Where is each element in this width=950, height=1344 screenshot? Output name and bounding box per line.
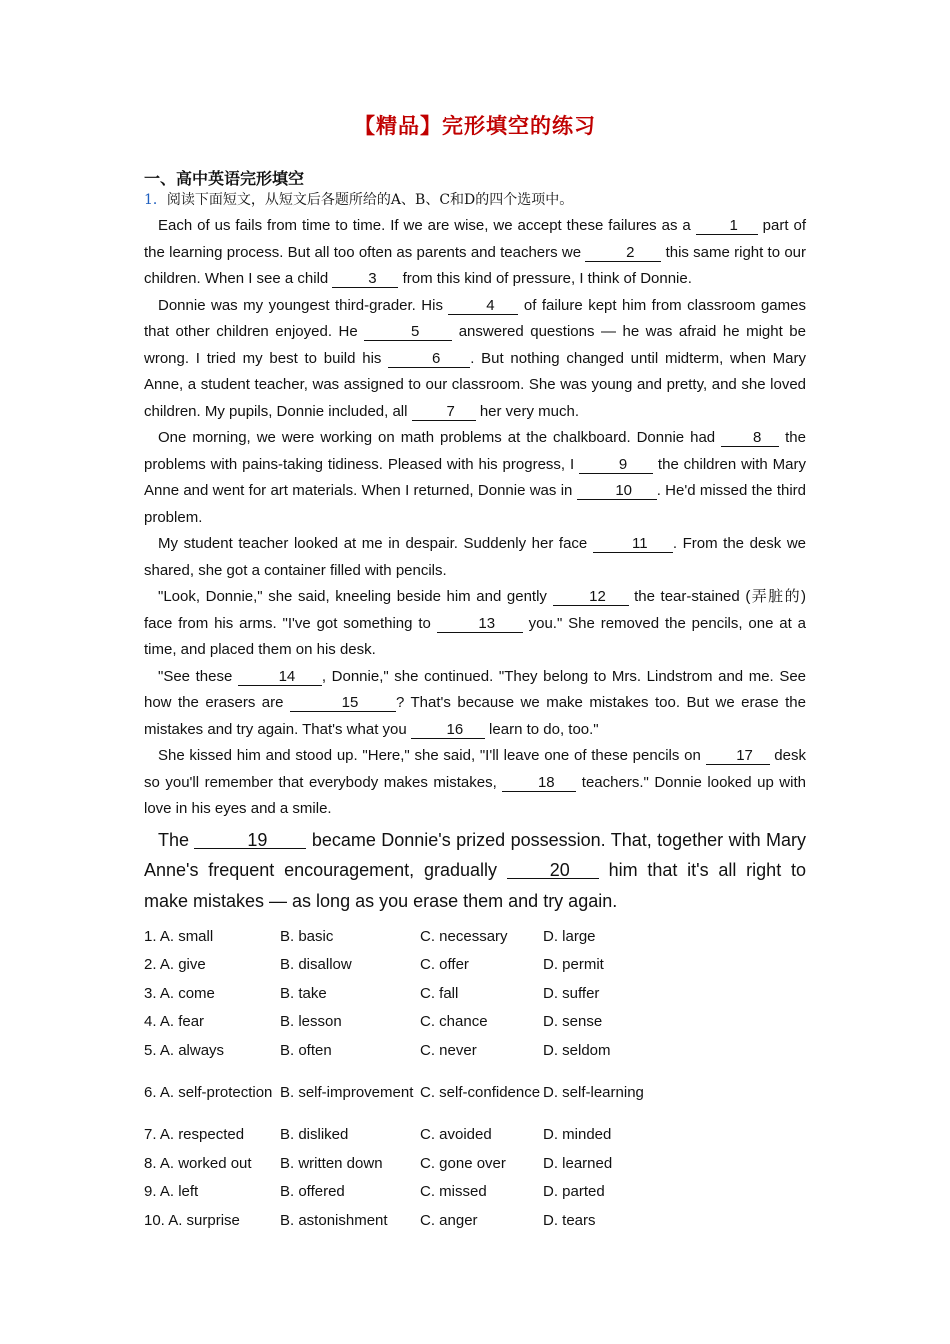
option-choice[interactable]: B. self-improvement [280,1084,414,1101]
answer-blank[interactable]: 4 [448,298,518,315]
answer-blank[interactable]: 11 [593,536,673,553]
option-choice[interactable]: D. tears [543,1211,596,1229]
option-row [144,1149,646,1178]
option-row [144,1121,646,1150]
passage-paragraph: "See these 14 , Donnie," she continued. "They belong to Mrs. Lindstrom and me. See how the erasers are 15 ? That's because we make mistakes too. But we erase the mistakes and try again. That's what you 16 learn to do, too." [144,667,807,738]
option-choice[interactable]: B. basic [280,927,334,945]
option-choice[interactable]: C. missed [420,1183,487,1201]
option-choice[interactable]: C. necessary [420,927,508,945]
option-choice[interactable]: C. avoided [420,1126,492,1144]
option-choice[interactable]: C. self-confidence [420,1084,541,1101]
option-choice[interactable]: C. fall [420,984,459,1002]
question-instruction [144,189,806,209]
answer-blank[interactable]: 7 [412,404,476,421]
option-choice[interactable]: 9. A. left [144,1183,199,1201]
option-choice[interactable]: 4. A. fear [144,1013,205,1031]
question-number: 1． [144,192,167,208]
document-page [144,110,806,1235]
answer-blank[interactable]: 20 [507,862,599,879]
answer-blank[interactable]: 12 [553,589,629,606]
option-row [144,979,646,1008]
answer-blank[interactable]: 9 [579,457,653,474]
answer-blank[interactable]: 14 [238,669,322,686]
option-choice[interactable]: 1. A. small [144,927,214,945]
option-choice[interactable]: D. sense [543,1013,603,1031]
options-table [144,922,646,1235]
answer-blank[interactable]: 10 [577,483,657,500]
option-choice[interactable]: C. offer [420,956,469,974]
option-row [144,1036,646,1065]
option-choice[interactable]: C. anger [420,1211,478,1229]
passage-paragraph: One morning, we were working on math problems at the chalkboard. Donnie had 8 the problems with pains-taking tidiness. Pleased with his progress, I 9 the children with Mary Anne and went for art materials. When I returned, Donnie was in 10 . He'd missed the third problem. [144,429,806,526]
answer-blank[interactable]: 16 [411,722,485,739]
option-choice[interactable]: 10. A. surprise [144,1211,240,1229]
option-choice[interactable]: D. suffer [543,984,600,1002]
option-choice[interactable]: C. gone over [420,1154,506,1172]
passage-paragraph: Donnie was my youngest third-grader. His 4 of failure kept him from classroom games that other children enjoyed. He 5 answered questions — he was afraid he might be wrong. I tried my best to build his 6 . But nothing changed until midterm, when Mary Anne, a student teacher, was assigned to our classroom. She was young and pretty, and she loved children. My pupils, Donnie included, all 7 her very much. [144,296,807,420]
option-choice[interactable]: B. disliked [280,1126,349,1144]
option-choice[interactable]: C. never [420,1041,477,1059]
cloze-passage [144,213,806,916]
option-choice[interactable]: 2. A. give [144,956,206,974]
option-row [144,1178,646,1207]
answer-blank[interactable]: 18 [502,775,576,792]
option-choice[interactable]: B. often [280,1041,332,1059]
answer-blank[interactable]: 2 [585,245,661,262]
option-choice[interactable]: B. disallow [280,956,352,974]
passage-paragraph: My student teacher looked at me in despair. Suddenly her face 11 . From the desk we shared, she got a container filled with pencils. [144,535,806,579]
answer-blank[interactable]: 6 [388,351,470,368]
passage-paragraph: She kissed him and stood up. "Here," she said, "I'll leave one of these pencils on 17 desk so you'll remember that everybody makes mistakes, 18 teachers." Donnie looked up with love in his eyes and a smile. [144,747,806,817]
passage-paragraph: The 19 became Donnie's prized possession. That, together with Mary Anne's frequent encouragement, gradually 20 him that it's all right to make mistakes — as long as you erase them and try again. [144,829,806,911]
option-choice[interactable]: 7. A. respected [144,1126,245,1144]
answer-blank[interactable]: 13 [437,616,523,633]
answer-blank[interactable]: 8 [721,430,779,447]
answer-blank[interactable]: 17 [706,748,770,765]
option-choice[interactable]: C. chance [420,1013,488,1031]
option-choice[interactable]: B. take [280,984,327,1002]
option-choice[interactable]: 8. A. worked out [144,1154,252,1172]
option-choice[interactable]: D. permit [543,956,604,974]
option-choice[interactable]: D. self-learning [543,1083,644,1101]
option-choice[interactable]: 6. A. self-protection [144,1084,273,1101]
answer-blank[interactable]: 15 [290,695,396,712]
page-title: 【精品】完形填空的练习 [354,114,596,138]
option-choice[interactable]: B. astonishment [280,1211,388,1229]
answer-blank[interactable]: 19 [194,832,306,849]
option-choice[interactable]: D. parted [543,1183,605,1201]
option-choice[interactable]: 3. A. come [144,984,215,1002]
option-row [144,922,646,951]
answer-blank[interactable]: 3 [332,271,398,288]
option-row [144,1206,646,1235]
answer-blank[interactable]: 1 [696,218,758,235]
option-choice[interactable]: D. minded [543,1126,612,1144]
option-choice[interactable]: D. seldom [543,1041,611,1059]
section-heading: 一、高中英语完形填空 [144,169,305,188]
option-choice[interactable]: 5. A. always [144,1041,225,1059]
option-row [144,1065,646,1121]
option-choice[interactable]: D. learned [543,1154,613,1172]
answer-blank[interactable]: 5 [364,324,452,341]
passage-paragraph: "Look, Donnie," she said, kneeling beside him and gently 12 the tear-stained (弄脏的) face from his arms. "I've got something to 13 you." She removed the pencils, one at a time, and placed them on his desk. [144,588,807,658]
option-row [144,1008,646,1037]
option-row [144,951,646,980]
instruction-text: 阅读下面短文，从短文后各题所给的A、B、C和D的四个选项中。 [166,192,574,208]
option-choice[interactable]: B. lesson [280,1013,342,1031]
passage-paragraph: Each of us fails from time to time. If we are wise, we accept these failures as a 1 part of the learning process. But all too often as parents and teachers we 2 this same right to our children. When I see a child 3 from this kind of pressure, I think of Donnie. [144,217,806,287]
option-choice[interactable]: D. large [543,927,596,945]
option-choice[interactable]: B. written down [280,1154,383,1172]
option-choice[interactable]: B. offered [280,1183,345,1201]
